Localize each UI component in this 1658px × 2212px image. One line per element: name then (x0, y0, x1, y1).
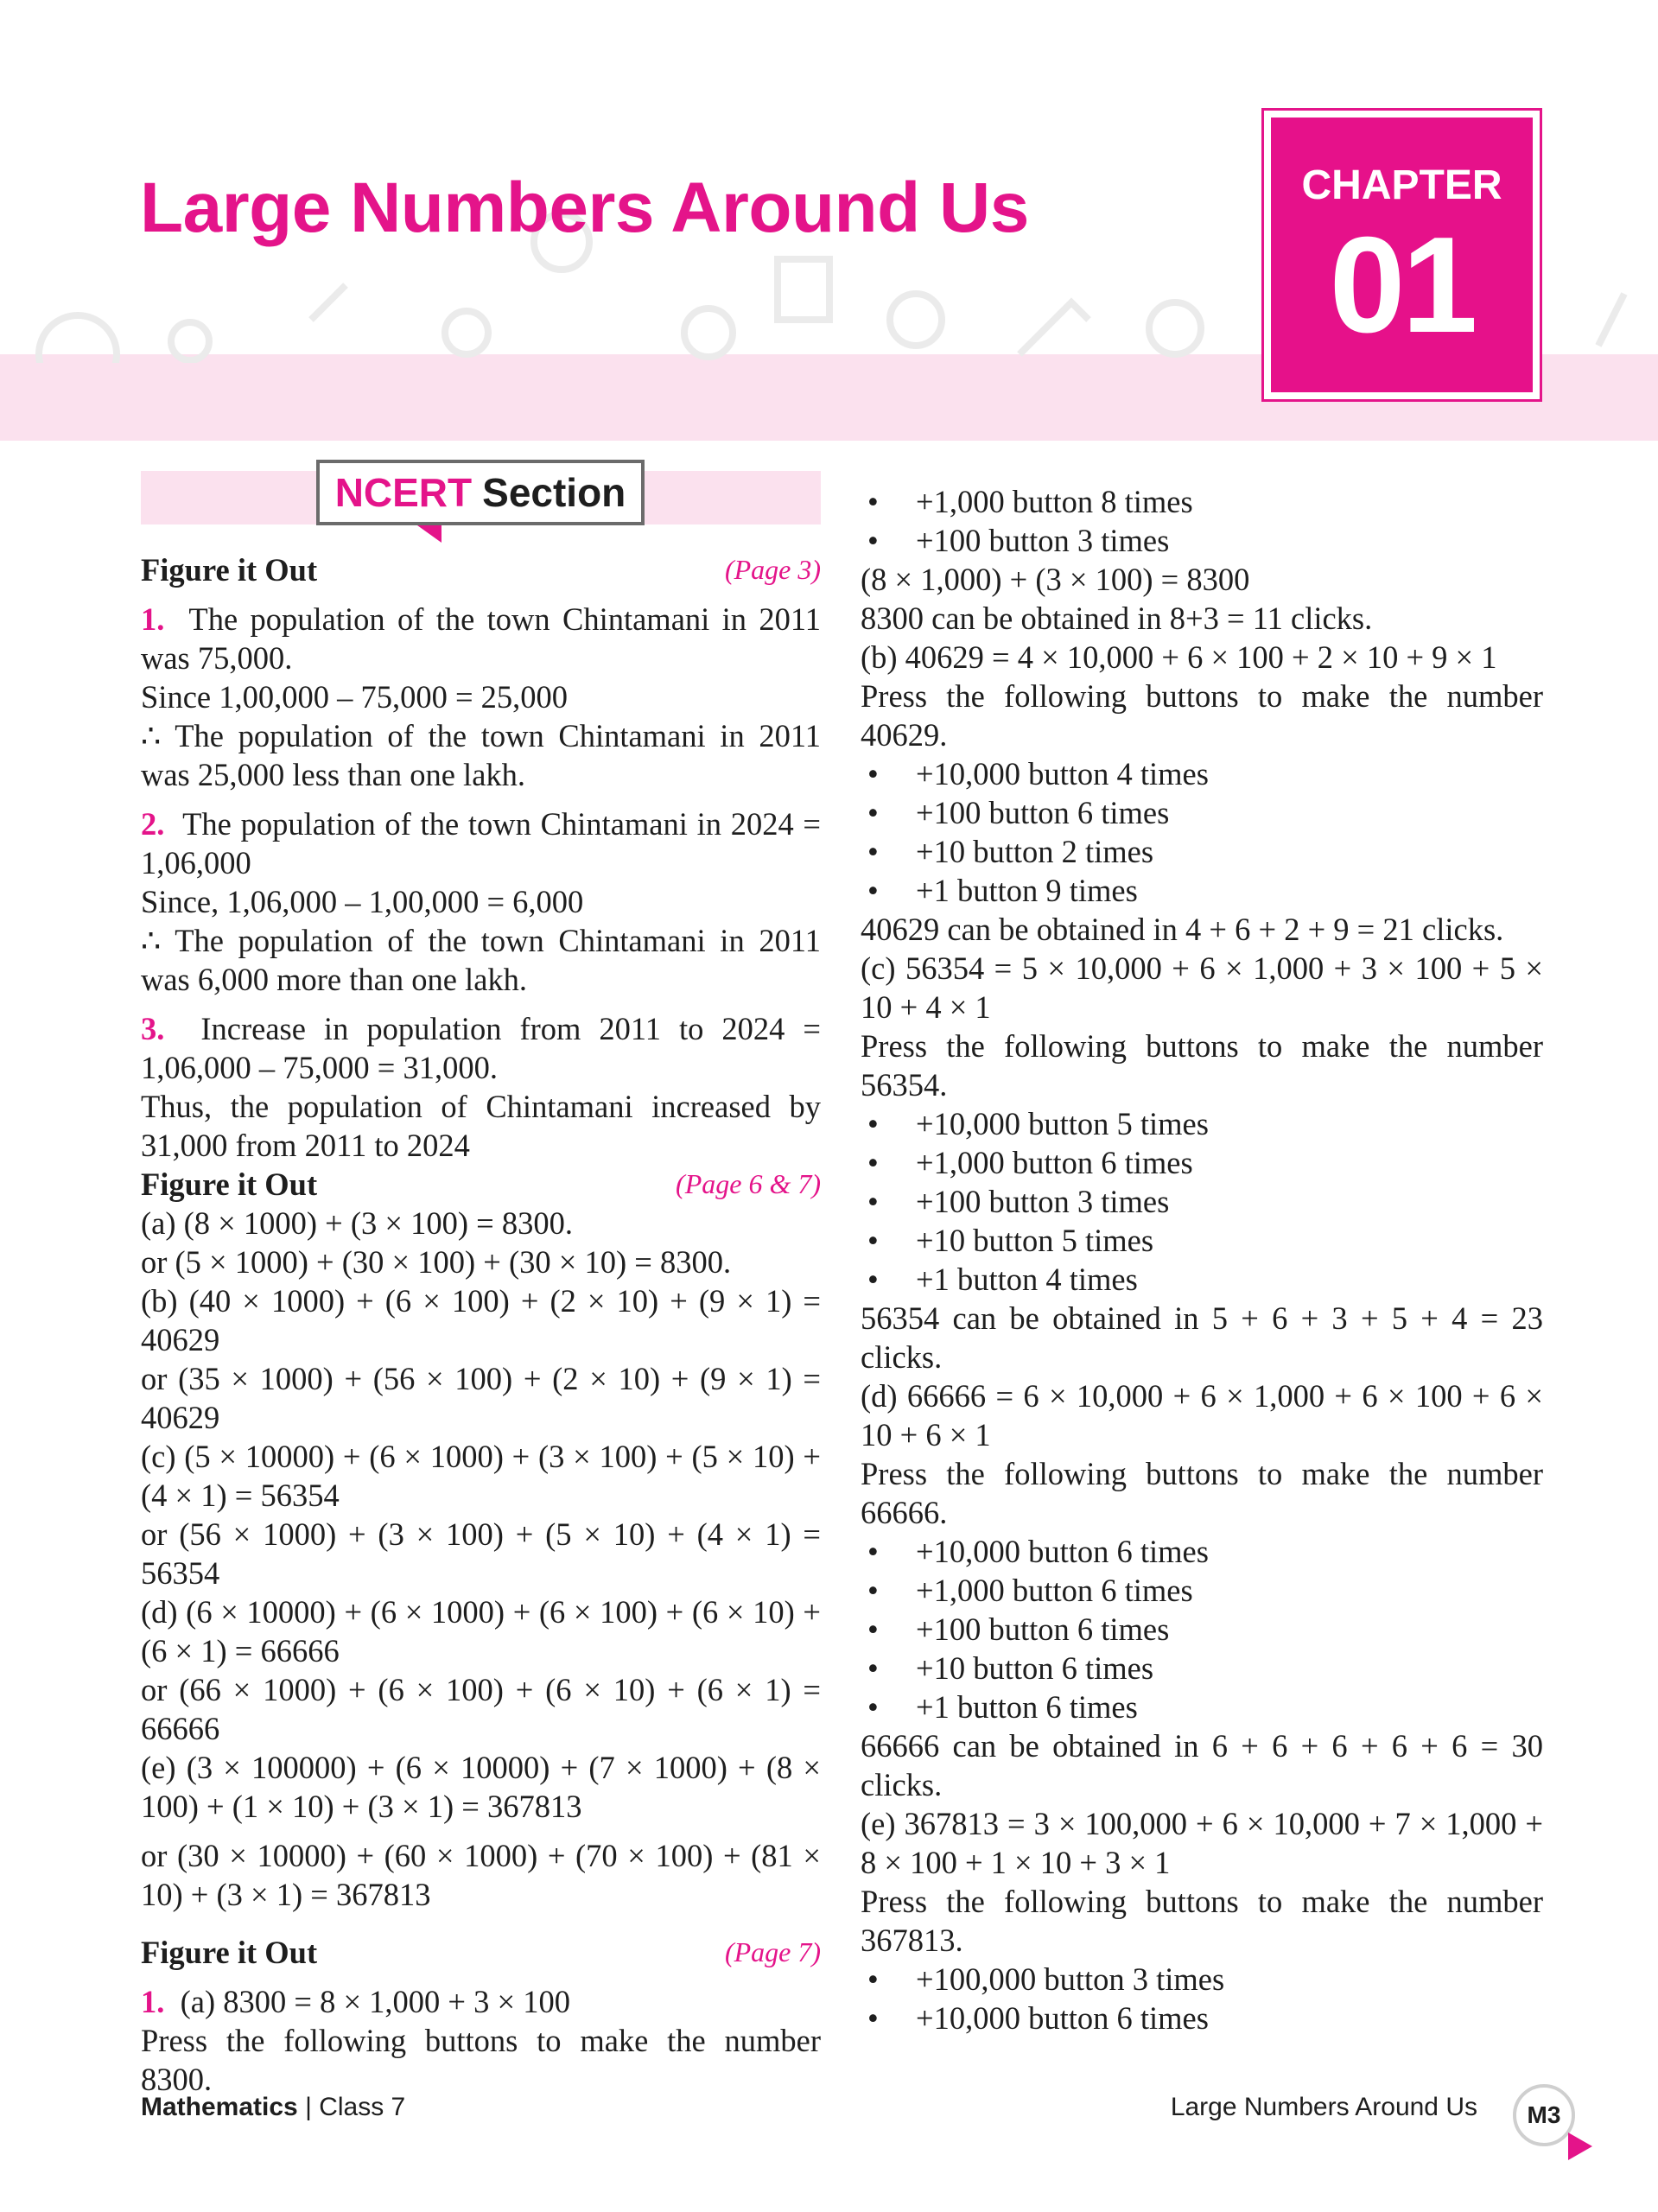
answer-line: Press the following buttons to make the number 8300. (141, 2023, 821, 2097)
question-3 (141, 1009, 821, 1087)
bullet-text: +10 button 6 times (916, 1650, 1154, 1686)
question-number: 1. (141, 1984, 165, 2019)
chapter-number: 01 (1329, 209, 1475, 361)
answer-line: 8300 can be obtained in 8+3 = 11 clicks. (861, 601, 1373, 636)
bullet-text: +10,000 button 6 times (916, 2000, 1209, 2036)
bullet-item (861, 871, 1543, 910)
bullet-text: +10 button 2 times (916, 834, 1154, 869)
bullet-text: +10 button 5 times (916, 1223, 1154, 1258)
figure-heading-title: Figure it Out (141, 1935, 318, 1970)
expression-line: (e) (3 × 100000) + (6 × 10000) + (7 × 1000) + (8 × 100) + (1 × 10) + (3 × 1) = 367813 (141, 1750, 821, 1824)
answer-line: (d) 66666 = 6 × 10,000 + 6 × 1,000 + 6 × 100 + 6 × 10 + 6 × 1 (861, 1378, 1543, 1452)
chapter-title: Large Numbers Around Us (140, 168, 1029, 247)
footer-subject-name: Mathematics (141, 2093, 298, 2121)
bullet-icon: • (867, 484, 879, 519)
answer-line: Press the following buttons to make the number 367813. (861, 1884, 1543, 1958)
bullet-text: +100 button 3 times (916, 523, 1170, 558)
bullet-text: +10,000 button 4 times (916, 756, 1209, 791)
bullet-item (861, 1260, 1543, 1299)
bullet-item (861, 521, 1543, 560)
answer-line: Since 1,00,000 – 75,000 = 25,000 (141, 679, 569, 715)
answer-line: 40629 can be obtained in 4 + 6 + 2 + 9 = 21 clicks. (861, 912, 1504, 947)
answer-line: Thus, the population of Chintamani increased by 31,000 from 2011 to 2024 (141, 1089, 821, 1163)
bullet-icon: • (867, 1961, 879, 1997)
expression-line: (a) (8 × 1000) + (3 × 100) = 8300. (141, 1205, 573, 1241)
figure-heading (141, 550, 821, 589)
bullet-item (861, 1182, 1543, 1221)
bullet-text: +100 button 6 times (916, 1611, 1170, 1647)
expression-line: or (35 × 1000) + (56 × 100) + (2 × 10) + (9 × 1) = 40629 (141, 1361, 821, 1435)
expression-line: (b) (40 × 1000) + (6 × 100) + (2 × 10) + (9 × 1) = 40629 (141, 1283, 821, 1357)
figure-heading-page: (Page 6 & 7) (676, 1168, 821, 1199)
question-2 (141, 804, 821, 882)
bullet-item (861, 1960, 1543, 1999)
bullet-item (861, 1104, 1543, 1143)
question-number: 2. (141, 806, 165, 842)
bullet-item (861, 1999, 1543, 2037)
bullet-text: +10,000 button 6 times (916, 1534, 1209, 1569)
bullet-item (861, 1688, 1543, 1726)
question-1b (141, 1982, 821, 2021)
expression-line: or (30 × 10000) + (60 × 1000) + (70 × 100) + (81 × 10) + (3 × 1) = 367813 (141, 1838, 821, 1912)
expression-line: or (5 × 1000) + (30 × 100) + (30 × 10) = 8300. (141, 1244, 732, 1280)
question-text: Increase in population from 2011 to 2024 = 1,06,000 – 75,000 = 31,000. (141, 1011, 822, 1085)
answer-line: ∴ The population of the town Chintamani in 2011 was 6,000 more than one lakh. (141, 923, 821, 997)
answer-line: 56354 can be obtained in 5 + 6 + 3 + 5 + 4 = 23 clicks. (861, 1300, 1543, 1375)
question-text: The population of the town Chintamani in 2011 was 75,000. (141, 601, 821, 676)
footer-subject (141, 2093, 405, 2122)
page-arrow-icon (1568, 2133, 1592, 2160)
bullet-icon: • (867, 795, 879, 830)
bullet-icon: • (867, 873, 879, 908)
bullet-icon: • (867, 1106, 879, 1141)
answer-line: (c) 56354 = 5 × 10,000 + 6 × 1,000 + 3 × 100 + 5 × 10 + 4 × 1 (861, 950, 1543, 1025)
bullet-item (861, 482, 1543, 521)
expression-line: (c) (5 × 10000) + (6 × 1000) + (3 × 100) + (5 × 10) + (4 × 1) = 56354 (141, 1439, 821, 1513)
question-number: 1. (141, 601, 165, 637)
answer-line: ∴ The population of the town Chintamani in 2011 was 25,000 less than one lakh. (141, 718, 821, 792)
question-number: 3. (141, 1011, 165, 1046)
bullet-icon: • (867, 1223, 879, 1258)
left-column (141, 471, 821, 2099)
bullet-icon: • (867, 1184, 879, 1219)
bullet-text: +100 button 3 times (916, 1184, 1170, 1219)
bullet-text: +1 button 9 times (916, 873, 1138, 908)
question-text: The population of the town Chintamani in 2024 = 1,06,000 (141, 806, 821, 880)
expression-line: or (66 × 1000) + (6 × 100) + (6 × 10) + (6 × 1) = 66666 (141, 1672, 821, 1746)
figure-heading-title: Figure it Out (141, 1166, 318, 1202)
answer-line: (8 × 1,000) + (3 × 100) = 8300 (861, 562, 1250, 597)
question-text: (a) 8300 = 8 × 1,000 + 3 × 100 (180, 1984, 570, 2019)
bullet-text: +1,000 button 6 times (916, 1145, 1193, 1180)
section-heading-pointer (417, 525, 441, 543)
footer-chapter: Large Numbers Around Us (1170, 2093, 1477, 2121)
bullet-text: +10,000 button 5 times (916, 1106, 1209, 1141)
page-footer (141, 2084, 1575, 2136)
bullet-item (861, 1143, 1543, 1182)
footer-class: Class 7 (319, 2093, 406, 2121)
bullet-icon: • (867, 1262, 879, 1297)
bullet-item (861, 754, 1543, 793)
bullet-item (861, 1532, 1543, 1571)
bullet-text: +1,000 button 8 times (916, 484, 1193, 519)
bullet-icon: • (867, 1650, 879, 1686)
chapter-badge-inner (1271, 118, 1533, 392)
figure-heading (141, 1933, 821, 1972)
bullet-item (861, 1221, 1543, 1260)
question-1 (141, 600, 821, 677)
right-column (861, 482, 1543, 2037)
chapter-label: CHAPTER (1301, 162, 1502, 208)
bullet-icon: • (867, 523, 879, 558)
bullet-item (861, 793, 1543, 832)
bullet-item (861, 1571, 1543, 1610)
expression-line: (d) (6 × 10000) + (6 × 1000) + (6 × 100) + (6 × 10) + (6 × 1) = 66666 (141, 1594, 821, 1669)
bullet-item (861, 832, 1543, 871)
section-heading (316, 460, 645, 525)
section-heading-ncert: NCERT (334, 469, 473, 515)
chapter-badge (1261, 108, 1542, 402)
bullet-icon: • (867, 1689, 879, 1725)
bullet-icon: • (867, 834, 879, 869)
bullet-item (861, 1649, 1543, 1688)
bullet-item (861, 1610, 1543, 1649)
bullet-text: +1 button 4 times (916, 1262, 1138, 1297)
bullet-icon: • (867, 756, 879, 791)
bullet-text: +1,000 button 6 times (916, 1573, 1193, 1608)
page-number: M3 (1513, 2084, 1575, 2146)
figure-heading (141, 1165, 821, 1204)
bullet-text: +100,000 button 3 times (916, 1961, 1225, 1997)
answer-line: Press the following buttons to make the number 40629. (861, 678, 1543, 753)
bullet-icon: • (867, 2000, 879, 2036)
figure-heading-title: Figure it Out (141, 552, 318, 588)
bullet-text: +100 button 6 times (916, 795, 1170, 830)
answer-line: 66666 can be obtained in 6 + 6 + 6 + 6 + 6 = 30 clicks. (861, 1728, 1543, 1802)
figure-heading-page: (Page 3) (724, 554, 821, 585)
section-heading-band (141, 471, 821, 524)
bullet-icon: • (867, 1534, 879, 1569)
bullet-icon: • (867, 1611, 879, 1647)
answer-line: Press the following buttons to make the number 66666. (861, 1456, 1543, 1530)
bullet-icon: • (867, 1145, 879, 1180)
figure-heading-page: (Page 7) (724, 1936, 821, 1967)
answer-line: (b) 40629 = 4 × 10,000 + 6 × 100 + 2 × 10 + 9 × 1 (861, 639, 1497, 675)
bullet-text: +1 button 6 times (916, 1689, 1138, 1725)
answer-line: Press the following buttons to make the number 56354. (861, 1028, 1543, 1103)
section-heading-section: Section (482, 469, 626, 515)
footer-separator: | (297, 2093, 320, 2121)
answer-line: (e) 367813 = 3 × 100,000 + 6 × 10,000 + 7 × 1,000 + 8 × 100 + 1 × 10 + 3 × 1 (861, 1806, 1543, 1880)
expression-line: or (56 × 1000) + (3 × 100) + (5 × 10) + (4 × 1) = 56354 (141, 1516, 821, 1591)
answer-line: Since, 1,06,000 – 1,00,000 = 6,000 (141, 884, 584, 919)
bullet-icon: • (867, 1573, 879, 1608)
